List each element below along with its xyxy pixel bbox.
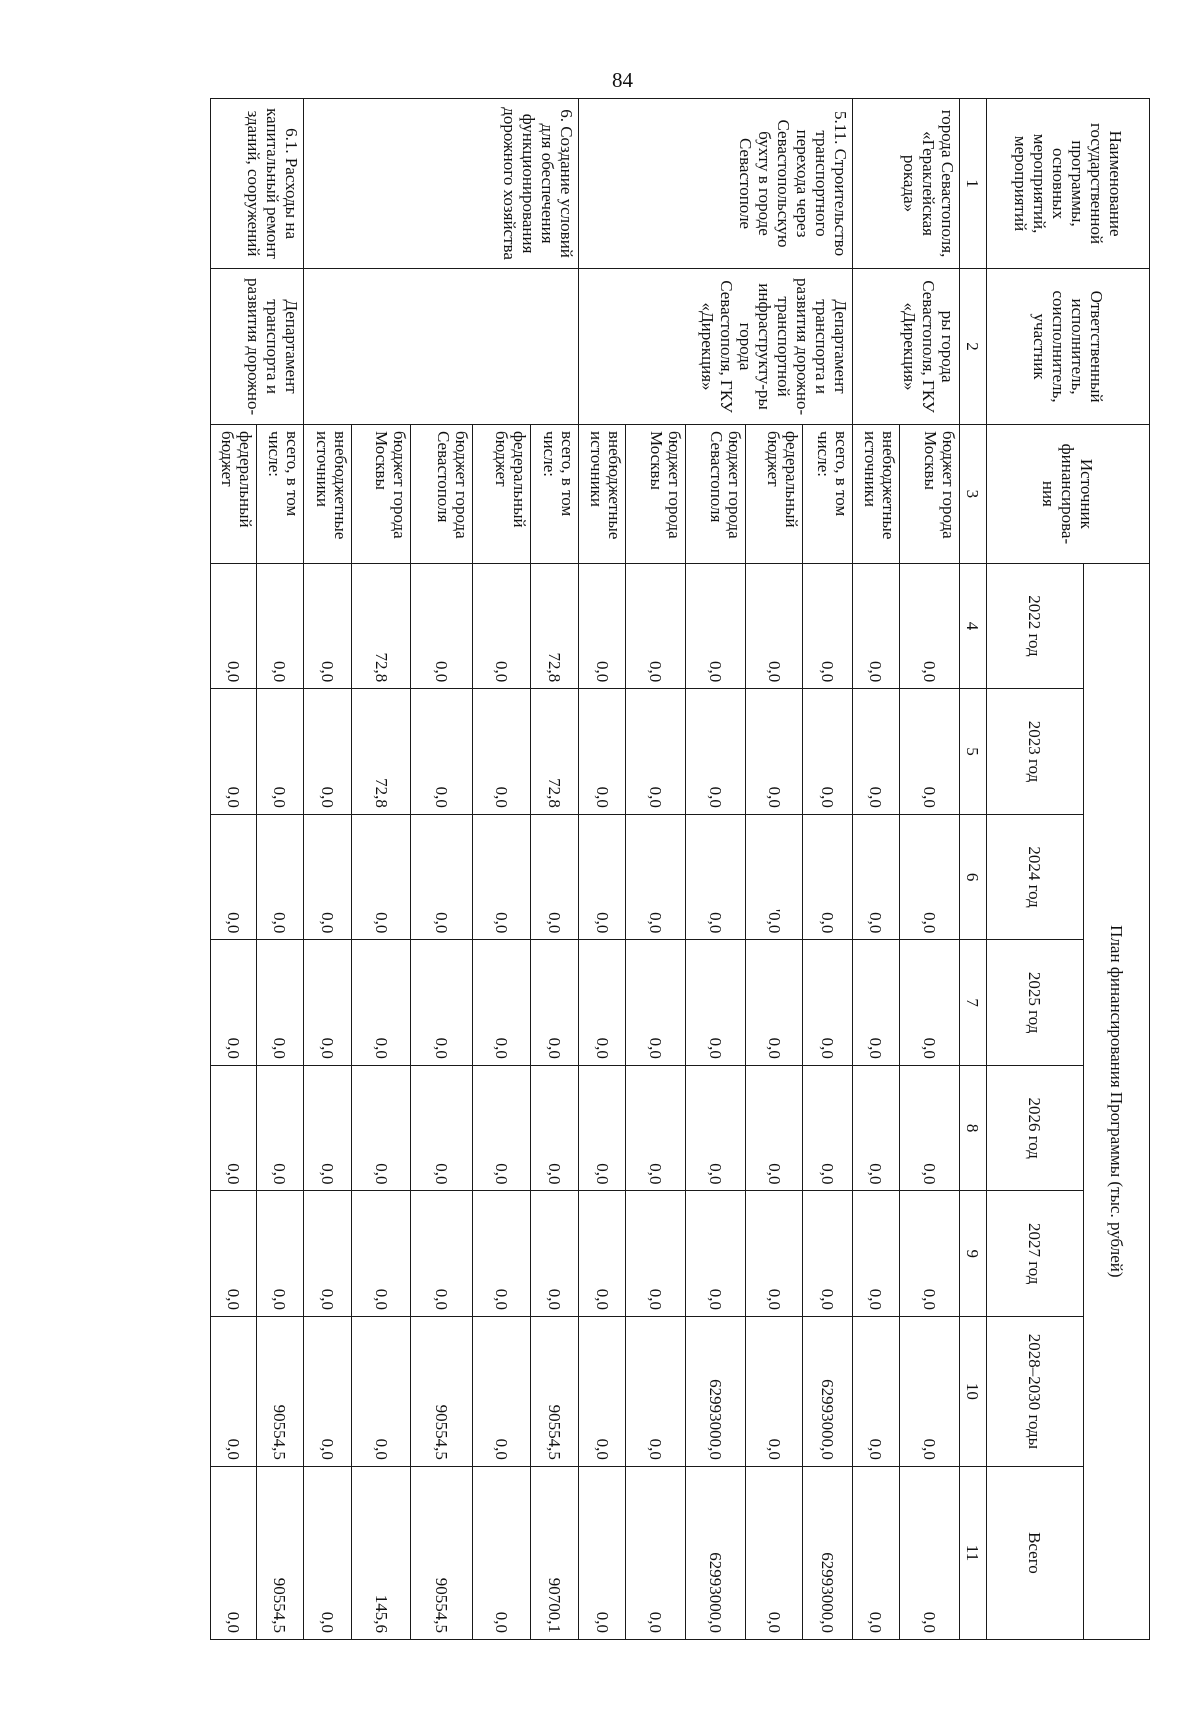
total-value: 0,0: [626, 1466, 686, 1639]
amount-value: 0,0: [626, 1317, 686, 1467]
column-number: 9: [959, 1191, 986, 1317]
amount-value: 0,0: [852, 563, 900, 689]
amount-value: 0,0: [304, 940, 352, 1066]
responsible-executor: Департамент транспорта и развития дорожно-: [211, 269, 304, 425]
amount-value: 0,0: [411, 940, 473, 1066]
amount-value: 0,0: [852, 1317, 900, 1467]
financing-source: бюджет города Москвы: [900, 425, 960, 564]
amount-value: 0,0: [626, 940, 686, 1066]
total-value: 90554,5: [411, 1466, 473, 1639]
amount-value: 62993000,0: [686, 1317, 746, 1467]
amount-value: 0,0: [411, 563, 473, 689]
amount-value: 0,0: [473, 940, 531, 1066]
table-row: [256, 99, 304, 1640]
financing-plan-table: [210, 98, 1150, 1640]
amount-value: 0,0: [256, 1065, 304, 1191]
amount-value: 0,0: [686, 689, 746, 815]
amount-value: 0,0: [852, 814, 900, 940]
amount-value: 0,0: [852, 1065, 900, 1191]
amount-value: 0,0: [578, 814, 626, 940]
amount-value: 0,0: [304, 1065, 352, 1191]
amount-value: 0,0: [531, 1065, 579, 1191]
header-year-2026: 2026 год: [986, 1065, 1083, 1191]
program-item-name: 6. Создание условий для обеспечения функционирования дорожного хозяйства: [304, 99, 579, 269]
header-year-2025: 2025 год: [986, 940, 1083, 1066]
header-row-numbers: [959, 99, 986, 1640]
amount-value: 0,0: [746, 1191, 803, 1317]
table-row: [900, 99, 960, 1640]
total-value: 0,0: [746, 1466, 803, 1639]
amount-value: 0,0: [256, 814, 304, 940]
amount-value: 0,0: [746, 689, 803, 815]
header-responsible: Ответственный исполнитель, соисполнитель, участник: [986, 269, 1149, 425]
financing-source: бюджет города Севастополя: [686, 425, 746, 564]
rotated-table-canvas: [210, 98, 1150, 1640]
total-value: 0,0: [578, 1466, 626, 1639]
amount-value: 0,0: [852, 940, 900, 1066]
amount-value: 0,0: [351, 1191, 411, 1317]
amount-value: 0,0: [626, 1065, 686, 1191]
amount-value: 0,0: [411, 814, 473, 940]
total-value: 62993000,0: [802, 1466, 852, 1639]
financing-table-container: [210, 98, 1150, 1640]
amount-value: 0,0: [900, 814, 960, 940]
header-year-2022: 2022 год: [986, 563, 1083, 689]
column-number: 8: [959, 1065, 986, 1191]
amount-value: 0,0: [411, 1065, 473, 1191]
page-number: 84: [612, 68, 633, 92]
amount-value: 0,0: [852, 1191, 900, 1317]
amount-value: 0,0: [211, 1317, 257, 1467]
amount-value: 0,0: [211, 689, 257, 815]
amount-value: 0,0: [626, 563, 686, 689]
financing-source: внебюджетные источники: [304, 425, 352, 564]
total-value: 90554,5: [256, 1466, 304, 1639]
amount-value: 0,0: [802, 1065, 852, 1191]
header-year-2023: 2023 год: [986, 689, 1083, 815]
total-value: 145,6: [351, 1466, 411, 1639]
column-number: 4: [959, 563, 986, 689]
amount-value: 0,0: [351, 814, 411, 940]
header-name: Наименование государственной программы, основных мероприятий, мероприятий: [986, 99, 1149, 269]
total-value: 0,0: [211, 1466, 257, 1639]
amount-value: 0,0: [578, 1317, 626, 1467]
amount-value: 0,0: [578, 940, 626, 1066]
amount-value: 0,0: [578, 563, 626, 689]
amount-value: 0,0: [746, 1317, 803, 1467]
amount-value: 0,0: [626, 689, 686, 815]
total-value: 0,0: [852, 1466, 900, 1639]
amount-value: 72,8: [351, 689, 411, 815]
financing-source: бюджет города Севастополя: [411, 425, 473, 564]
amount-value: 0,0: [473, 1065, 531, 1191]
amount-value: 0,0: [900, 563, 960, 689]
program-item-name: 5.11. Строительство транспортного перехода через Севастопольскую бухту в городе Севастополе: [578, 99, 852, 269]
amount-value: 0,0: [900, 689, 960, 815]
header-row-plan: [1083, 99, 1149, 1640]
amount-value: 0,0: [211, 814, 257, 940]
column-number: 3: [959, 425, 986, 564]
financing-source: внебюджетные источники: [578, 425, 626, 564]
amount-value: 0,0: [473, 689, 531, 815]
amount-value: 0,0: [686, 940, 746, 1066]
amount-value: 0,0: [256, 689, 304, 815]
amount-value: 0,0: [626, 814, 686, 940]
amount-value: 72,8: [351, 563, 411, 689]
amount-value: 0,0: [351, 1317, 411, 1467]
amount-value: 0,0: [304, 563, 352, 689]
responsible-executor: [304, 269, 579, 425]
amount-value: 0,0: [211, 940, 257, 1066]
column-number: 5: [959, 689, 986, 815]
amount-value: 0,0: [256, 1191, 304, 1317]
amount-value: 90554,5: [411, 1317, 473, 1467]
amount-value: 0,0: [411, 689, 473, 815]
amount-value: 0,0: [531, 814, 579, 940]
amount-value: 0,0: [900, 1065, 960, 1191]
header-source: Источник финансирова-ния: [986, 425, 1149, 564]
header-year-2028-2030: 2028–2030 годы: [986, 1317, 1083, 1467]
total-value: 0,0: [304, 1466, 352, 1639]
amount-value: 0,0: [746, 940, 803, 1066]
amount-value: 0,0: [211, 563, 257, 689]
amount-value: 90554,5: [531, 1317, 579, 1467]
table-row: [531, 99, 579, 1640]
amount-value: 0,0: [802, 563, 852, 689]
amount-value: 0,0: [802, 689, 852, 815]
amount-value: '0,0: [746, 814, 803, 940]
financing-source: всего, в том числе:: [802, 425, 852, 564]
financing-source: бюджет города Москвы: [626, 425, 686, 564]
amount-value: 0,0: [686, 1065, 746, 1191]
total-value: 0,0: [473, 1466, 531, 1639]
amount-value: 0,0: [256, 940, 304, 1066]
amount-value: 0,0: [411, 1191, 473, 1317]
header-plan: План финансирования Программы (тыс. рублей): [1083, 563, 1149, 1639]
header-year-2027: 2027 год: [986, 1191, 1083, 1317]
column-number: 7: [959, 940, 986, 1066]
amount-value: 0,0: [473, 1317, 531, 1467]
amount-value: 0,0: [802, 940, 852, 1066]
amount-value: 0,0: [900, 1317, 960, 1467]
table-row: [802, 99, 852, 1640]
amount-value: 0,0: [473, 814, 531, 940]
column-number: 11: [959, 1466, 986, 1639]
amount-value: 0,0: [304, 814, 352, 940]
amount-value: 0,0: [351, 940, 411, 1066]
amount-value: 0,0: [304, 1317, 352, 1467]
financing-source: внебюджетные источники: [852, 425, 900, 564]
amount-value: 0,0: [802, 1191, 852, 1317]
amount-value: 0,0: [351, 1065, 411, 1191]
amount-value: 72,8: [531, 689, 579, 815]
program-item-name: города Севастополя, «Гераклейская рокада»: [852, 99, 959, 269]
financing-source: всего, в том числе:: [531, 425, 579, 564]
amount-value: 0,0: [802, 814, 852, 940]
amount-value: 0,0: [900, 1191, 960, 1317]
amount-value: 0,0: [686, 814, 746, 940]
amount-value: 0,0: [211, 1191, 257, 1317]
amount-value: 0,0: [304, 689, 352, 815]
amount-value: 90554,5: [256, 1317, 304, 1467]
header-total: Всего: [986, 1466, 1083, 1639]
column-number: 1: [959, 99, 986, 269]
header-year-2024: 2024 год: [986, 814, 1083, 940]
amount-value: 0,0: [578, 1065, 626, 1191]
amount-value: 0,0: [211, 1065, 257, 1191]
amount-value: 0,0: [531, 1191, 579, 1317]
financing-source: федеральный бюджет: [473, 425, 531, 564]
financing-source: федеральный бюджет: [211, 425, 257, 564]
amount-value: 0,0: [304, 1191, 352, 1317]
responsible-executor: ры города Севастополя, ГКУ «Дирекция»: [852, 269, 959, 425]
amount-value: 72,8: [531, 563, 579, 689]
amount-value: 0,0: [626, 1191, 686, 1317]
amount-value: 0,0: [531, 940, 579, 1066]
responsible-executor: Департамент транспорта и развития дорожно-транспортной инфраструкту-ры города Севастополя, ГКУ «Дирекция»: [578, 269, 852, 425]
financing-source: бюджет города Москвы: [351, 425, 411, 564]
financing-source: всего, в том числе:: [256, 425, 304, 564]
column-number: 10: [959, 1317, 986, 1467]
amount-value: 0,0: [256, 563, 304, 689]
amount-value: 0,0: [746, 563, 803, 689]
amount-value: 0,0: [473, 563, 531, 689]
column-number: 2: [959, 269, 986, 425]
program-item-name: 6.1. Расходы на капитальный ремонт зданий, сооружений: [211, 99, 304, 269]
amount-value: 0,0: [473, 1191, 531, 1317]
amount-value: 0,0: [578, 689, 626, 815]
amount-value: 0,0: [686, 563, 746, 689]
amount-value: 0,0: [746, 1065, 803, 1191]
financing-source: федеральный бюджет: [746, 425, 803, 564]
amount-value: 62993000,0: [802, 1317, 852, 1467]
amount-value: 0,0: [686, 1191, 746, 1317]
total-value: 90700,1: [531, 1466, 579, 1639]
column-number: 6: [959, 814, 986, 940]
total-value: 0,0: [900, 1466, 960, 1639]
amount-value: 0,0: [852, 689, 900, 815]
amount-value: 0,0: [578, 1191, 626, 1317]
total-value: 62993000,0: [686, 1466, 746, 1639]
amount-value: 0,0: [900, 940, 960, 1066]
